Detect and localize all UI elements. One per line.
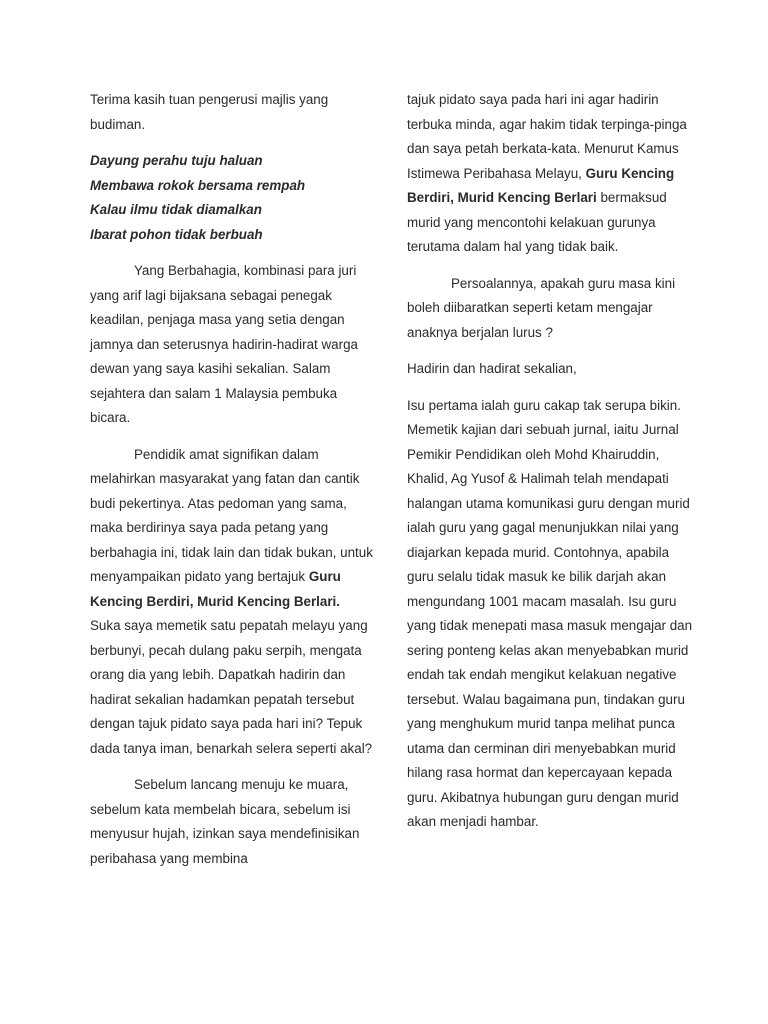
- speech-title-bold: Guru Kencing Berdiri, Murid Kencing Berlari.: [90, 569, 341, 609]
- pantun-poem: [90, 149, 374, 247]
- poem-line-4: Ibarat pohon tidak berbuah: [90, 226, 263, 242]
- definition-paragraph: [407, 88, 697, 260]
- definition-text-end: bermaksud murid yang mencontohi kelakuan gurunya terutama dalam hal yang tidak baik.: [407, 190, 667, 254]
- greeting-paragraph: Terima kasih tuan pengerusi majlis yang budiman.: [90, 92, 329, 132]
- introduction-text-end: Suka saya memetik satu pepatah melayu yang berbunyi, pecah dulang paku serpih, mengata orang dia yang lebih. Dapatkah hadirin dan hadirat sekalian hadamkan pepatah tersebut dengan tajuk pidato saya pada hari ini? Tepuk dada tanya iman, benarkah selera seperti akal?: [90, 618, 373, 756]
- audience-address: Hadirin dan hadirat sekalian,: [407, 361, 577, 376]
- definition-text-start: tajuk pidato saya pada hari ini agar hadirin terbuka minda, agar hakim tidak terpinga-pinga dan saya petah berkata-kata. Menurut Kamus Istimewa Peribahasa Melayu,: [407, 92, 687, 181]
- poem-line-1: Dayung perahu tuju haluan: [90, 153, 263, 168]
- left-column: [90, 88, 374, 883]
- right-column: [407, 88, 697, 847]
- poem-line-2: Membawa rokok bersama rempah: [90, 177, 306, 193]
- salutation-paragraph: Yang Berbahagia, kombinasi para juri yang arif lagi bijaksana sebagai penegak keadilan, penjaga masa yang setia dengan jamnya dan seterusnya hadirin-hadirat warga dewan yang saya kasihi sekalian. Salam sejahtera dan salam 1 Malaysia pembuka bicara.: [90, 263, 358, 425]
- proverb-bold: Guru Kencing Berdiri, Murid Kencing Berlari: [407, 165, 675, 205]
- definition-lead-paragraph: Sebelum lancang menuju ke muara, sebelum kata membelah bicara, sebelum isi menyusur hujah, izinkan saya mendefinisikan peribahasa yang membina: [90, 777, 360, 866]
- first-issue-paragraph: Isu pertama ialah guru cakap tak serupa bikin. Memetik kajian dari sebuah jurnal, iaitu Jurnal Pemikir Pendidikan oleh Mohd Khairuddin, Khalid, Ag Yusof & Halimah telah mendapati halangan utama komunikasi guru dengan murid ialah guru yang gagal menunjukkan nilai yang diajarkan kepada murid. Contohnya, apabila guru selalu tidak masuk ke bilik darjah akan mengundang 1001 macam masalah. Isu guru yang tidak menepati masa masuk mengajar dan sering ponteng kelas akan menyebabkan murid endah tak endah mengikut kelakuan negative tersebut. Walau bagaimana pun, tindakan guru yang menghukum murid tanpa melihat punca utama dan cerminan diri menyebabkan murid hilang rasa hormat dan kepercayaan kepada guru. Akibatnya hubungan guru dengan murid akan menjadi hambar.: [407, 397, 693, 829]
- introduction-text-start: Pendidik amat signifikan dalam melahirkan masyarakat yang fatan dan cantik budi pekertinya. Atas pedoman yang sama, maka berdirinya saya pada petang yang berbahagia ini, tidak lain dan tidak bukan, untuk menyampaikan pidato yang bertajuk: [90, 446, 373, 584]
- poem-line-3: Kalau ilmu tidak diamalkan: [90, 202, 262, 217]
- introduction-paragraph: [90, 443, 374, 762]
- question-paragraph: Persoalannya, apakah guru masa kini boleh diibaratkan seperti ketam mengajar anaknya berjalan lurus ?: [407, 275, 676, 340]
